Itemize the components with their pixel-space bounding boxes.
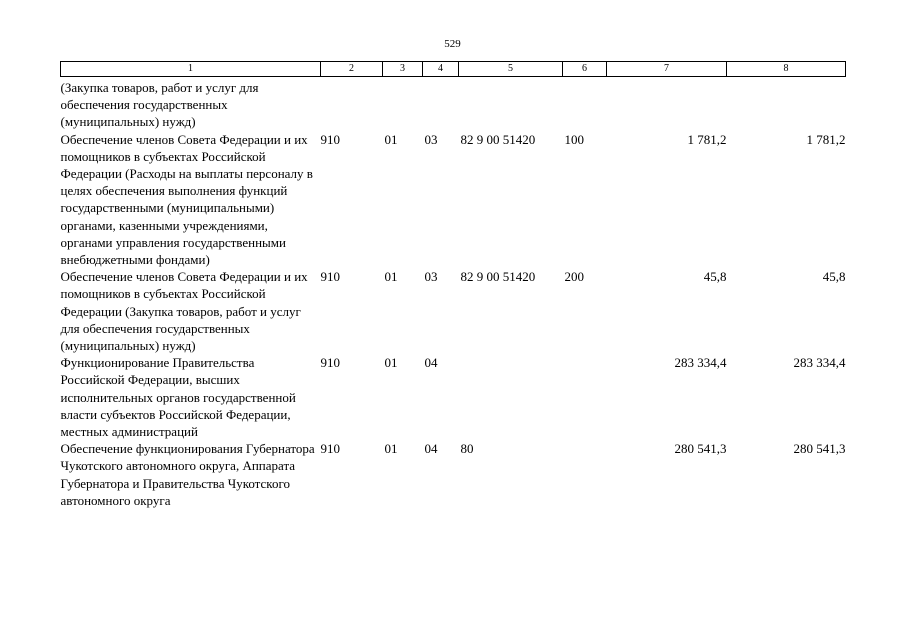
table-row bbox=[61, 77, 846, 131]
row-subsection-code: 04 bbox=[424, 441, 438, 457]
row-expense-type: 100 bbox=[564, 131, 584, 147]
row-amount-2: 1 781,2 bbox=[806, 131, 846, 147]
row-target-code: 82 9 00 51420 bbox=[460, 131, 536, 147]
table-row bbox=[61, 268, 846, 354]
header-col-6: 6 bbox=[563, 62, 607, 77]
row-ministry-code: 910 bbox=[320, 131, 340, 147]
table-row bbox=[61, 354, 846, 440]
row-expense-type bbox=[563, 77, 607, 131]
header-col-7: 7 bbox=[607, 62, 727, 77]
row-section-code: 01 bbox=[384, 131, 398, 147]
row-section-code bbox=[383, 77, 423, 131]
row-section-code: 01 bbox=[384, 355, 398, 371]
table-header bbox=[61, 62, 846, 77]
row-name: Функционирование Правительства Российской Федерации, высших исполнительных органов государственной власти субъектов Российской Федерации, местных администраций bbox=[60, 355, 296, 440]
table-body bbox=[61, 77, 846, 510]
row-name: Обеспечение функционирования Губернатора Чукотского автономного округа, Аппарата Губернатора и Правительства Чукотского автономного округа bbox=[60, 441, 315, 508]
header-col-2: 2 bbox=[321, 62, 383, 77]
header-row bbox=[61, 62, 846, 77]
row-section-code: 01 bbox=[384, 441, 398, 457]
row-expense-type bbox=[563, 354, 607, 440]
row-name: Обеспечение членов Совета Федерации и их помощников в субъектах Российской Федерации (Закупка товаров, работ и услуг для обеспечения государственных (муниципальных) нужд) bbox=[60, 269, 308, 354]
row-section-code: 01 bbox=[384, 269, 398, 285]
page-number: 529 bbox=[444, 38, 461, 50]
row-ministry-code bbox=[321, 77, 383, 131]
row-amount-1: 280 541,3 bbox=[674, 441, 727, 457]
header-col-3: 3 bbox=[383, 62, 423, 77]
table-row bbox=[61, 131, 846, 269]
row-target-code bbox=[459, 354, 563, 440]
row-name: (Закупка товаров, работ и услуг для обеспечения государственных (муниципальных) нужд) bbox=[60, 80, 259, 130]
row-subsection-code: 04 bbox=[424, 355, 438, 371]
row-subsection-code bbox=[423, 77, 459, 131]
row-amount-1: 1 781,2 bbox=[687, 131, 727, 147]
row-amount-1 bbox=[607, 77, 727, 131]
table-row bbox=[61, 440, 846, 509]
row-amount-2: 280 541,3 bbox=[793, 441, 846, 457]
row-amount-2: 45,8 bbox=[822, 269, 846, 285]
row-subsection-code: 03 bbox=[424, 269, 438, 285]
header-col-8: 8 bbox=[727, 62, 846, 77]
row-name: Обеспечение членов Совета Федерации и их помощников в субъектах Российской Федерации (Расходы на выплаты персоналу в целях обеспечения выполнения функций государственными (муниципальными) органами, казенными учреждениями, органами управления государственными внебюджетными фондами) bbox=[60, 131, 313, 268]
row-target-code: 82 9 00 51420 bbox=[460, 269, 536, 285]
row-ministry-code: 910 bbox=[320, 441, 340, 457]
row-ministry-code: 910 bbox=[320, 355, 340, 371]
header-col-4: 4 bbox=[423, 62, 459, 77]
row-ministry-code: 910 bbox=[320, 269, 340, 285]
row-subsection-code: 03 bbox=[424, 131, 438, 147]
budget-table bbox=[60, 61, 846, 509]
header-col-5: 5 bbox=[459, 62, 563, 77]
row-target-code: 80 bbox=[460, 441, 474, 457]
row-target-code bbox=[459, 77, 563, 131]
row-amount-2 bbox=[727, 77, 846, 131]
row-amount-1: 45,8 bbox=[703, 269, 727, 285]
row-amount-1: 283 334,4 bbox=[674, 355, 727, 371]
row-expense-type: 200 bbox=[564, 269, 584, 285]
header-col-1: 1 bbox=[61, 62, 321, 77]
row-expense-type bbox=[563, 440, 607, 509]
row-amount-2: 283 334,4 bbox=[793, 355, 846, 371]
